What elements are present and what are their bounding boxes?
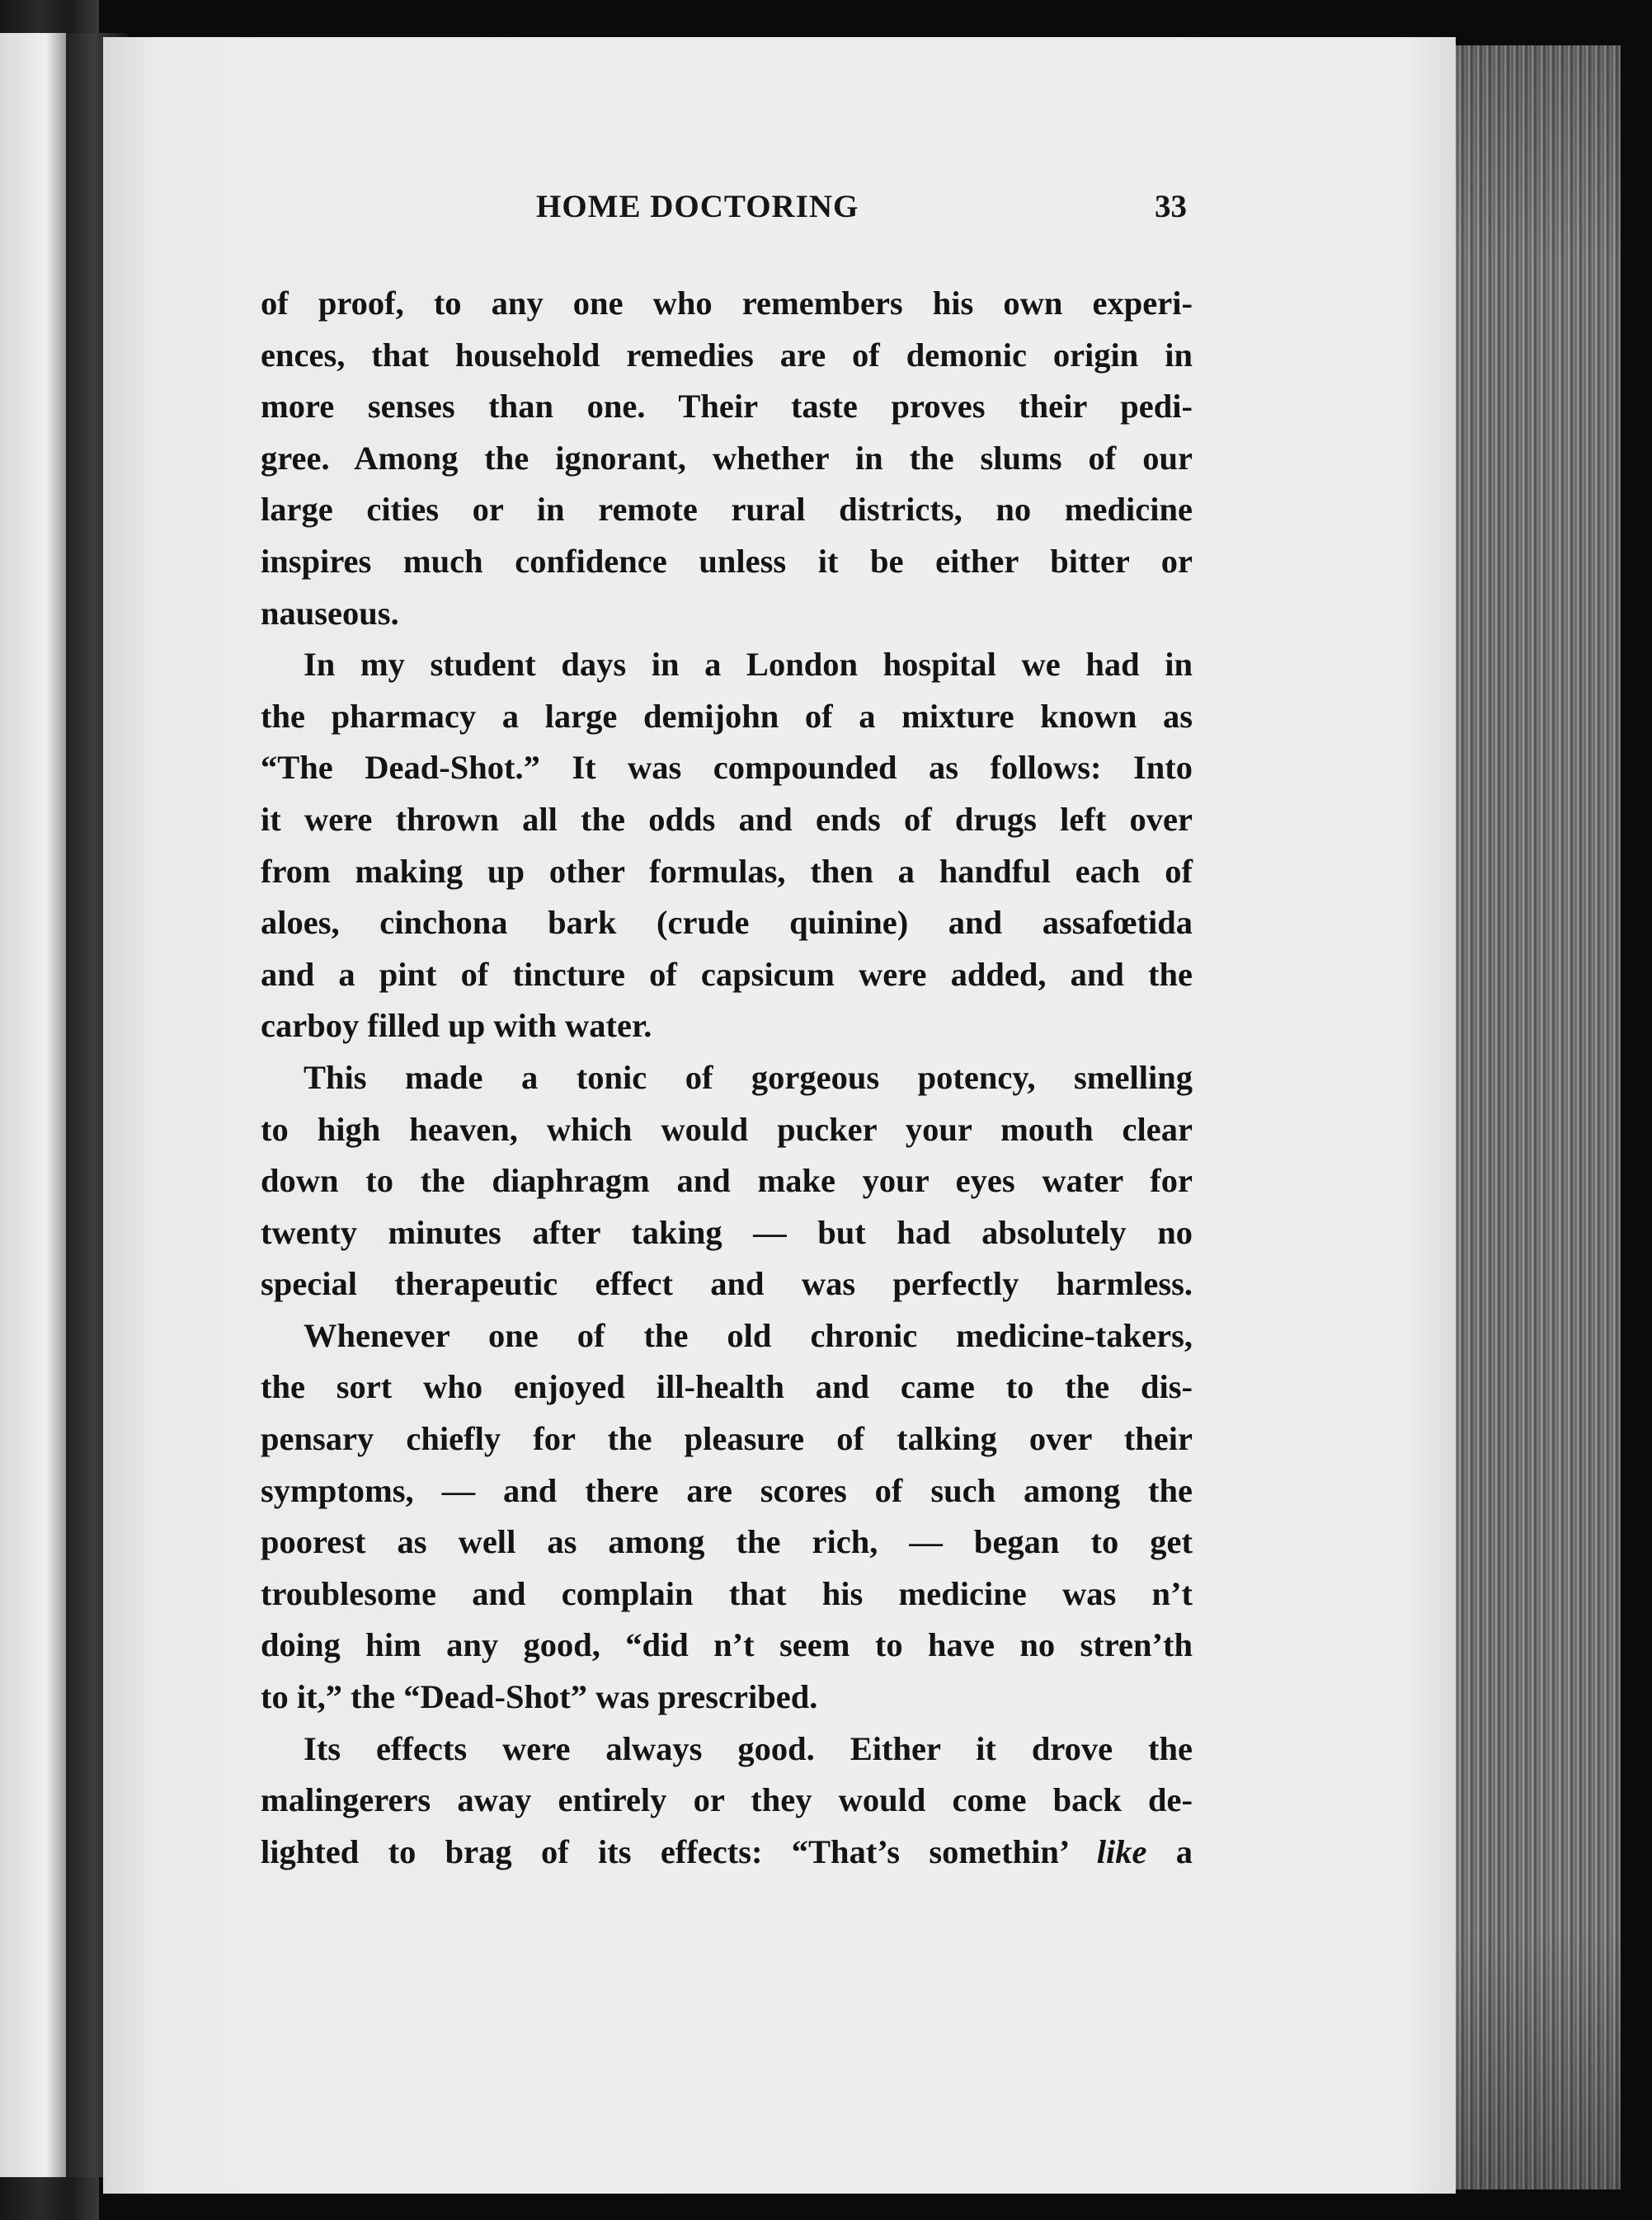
text-line: “The Dead-Shot.” It was compounded as follows: Into: [261, 749, 1193, 787]
text-line: the pharmacy a large demijohn of a mixture known as: [261, 697, 1193, 735]
text-line: the sort who enjoyed ill-health and came to the dis-: [261, 1368, 1193, 1406]
text-line: from making up other formulas, then a handful each of: [261, 852, 1193, 890]
text-line: carboy filled up with water.: [261, 1007, 652, 1045]
text-line: symptoms, — and there are scores of such among the: [261, 1471, 1193, 1509]
page-number: 33: [1155, 189, 1187, 224]
text-line: inspires much confidence unless it be either bitter or: [261, 542, 1193, 580]
italic-word: like: [1096, 1832, 1147, 1870]
text-line: aloes, cinchona bark (crude quinine) and assafœtida: [261, 904, 1193, 942]
text-line: gree. Among the ignorant, whether in the slums of our: [261, 439, 1193, 477]
text-line: malingerers away entirely or they would come back de-: [261, 1781, 1193, 1819]
text-line: This made a tonic of gorgeous potency, smelling: [304, 1058, 1193, 1096]
text-line-last: [261, 1827, 1193, 1879]
text-line: down to the diaphragm and make your eyes water for: [261, 1162, 1193, 1200]
paragraph: [261, 1724, 1193, 1879]
running-head: [264, 188, 1192, 238]
paragraph: [261, 1310, 1193, 1724]
text-line: twenty minutes after taking — but had absolutely no: [261, 1213, 1193, 1251]
text-line: nauseous.: [261, 594, 399, 632]
text-line: In my student days in a London hospital we had in: [304, 646, 1193, 684]
running-title: HOME DOCTORING: [536, 189, 859, 224]
text-run: a: [1146, 1832, 1193, 1870]
text-line: large cities or in remote rural districts, no medicine: [261, 491, 1193, 529]
text-line: to it,” the “Dead-Shot” was prescribed.: [261, 1678, 818, 1716]
text-line: it were thrown all the odds and ends of drugs left over: [261, 800, 1193, 838]
text-run: lighted to brag of its effects: “That’s somethin’: [261, 1832, 1097, 1870]
text-line: special therapeutic effect and was perfectly harmless.: [261, 1265, 1193, 1303]
paragraph: [261, 278, 1193, 639]
text-line: Whenever one of the old chronic medicine-takers,: [304, 1316, 1193, 1354]
text-line: to high heaven, which would pucker your mouth clear: [261, 1110, 1193, 1148]
paragraph: [261, 1052, 1193, 1310]
text-line: more senses than one. Their taste proves their pedi-: [261, 388, 1193, 426]
text-line: doing him any good, “did n’t seem to have no stren’th: [261, 1626, 1193, 1664]
facing-page-sliver: [0, 33, 66, 2177]
text-line: of proof, to any one who remembers his own experi-: [261, 285, 1193, 322]
fore-edge-shading: [1456, 45, 1621, 2189]
text-line: and a pint of tincture of capsicum were added, and the: [261, 955, 1193, 993]
paragraph: [261, 639, 1193, 1052]
text-line: pensary chiefly for the pleasure of talking over their: [261, 1420, 1193, 1458]
text-line: ences, that household remedies are of demonic origin in: [261, 336, 1193, 374]
text-line: troublesome and complain that his medicine was n’t: [261, 1574, 1193, 1612]
body-text: [261, 278, 1193, 1878]
text-line: poorest as well as among the rich, — began to get: [261, 1523, 1193, 1561]
text-line: Its effects were always good. Either it drove the: [304, 1729, 1193, 1767]
